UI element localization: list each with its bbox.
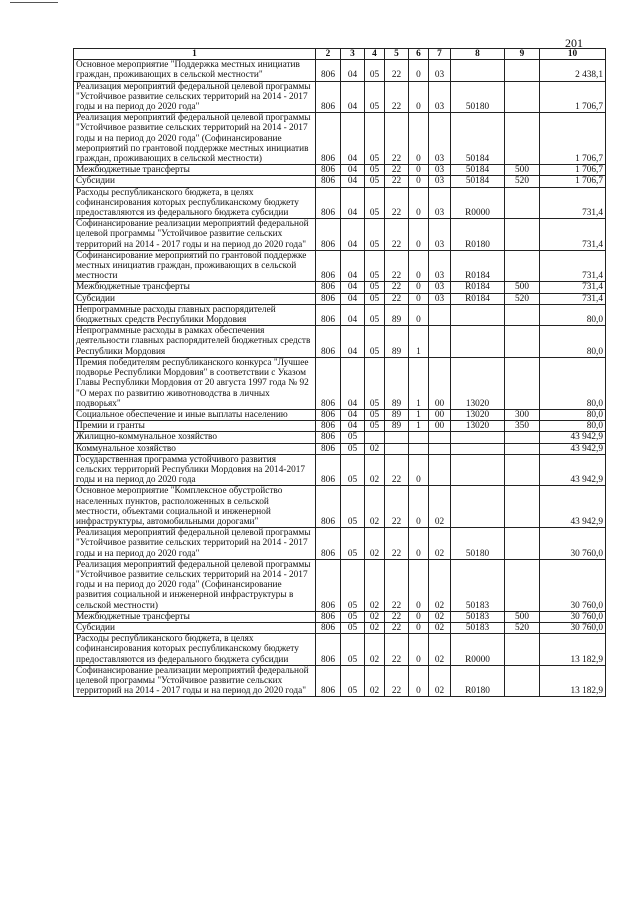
table-row bbox=[74, 250, 606, 282]
amount-cell: 30 760,0 bbox=[540, 622, 606, 633]
code-cell: 0 bbox=[409, 187, 429, 219]
code-cell: 13020 bbox=[451, 357, 505, 409]
table-row bbox=[74, 611, 606, 622]
code-cell: 22 bbox=[385, 634, 409, 666]
code-cell: 22 bbox=[385, 60, 409, 81]
code-cell: 02 bbox=[429, 486, 451, 528]
code-cell: 806 bbox=[316, 326, 341, 358]
code-cell: 520 bbox=[505, 293, 540, 304]
name-cell: Софинансирование реализации мероприятий федеральной целевой программы "Устойчивое развитие сельских территорий на 2014 - 2017 годы и на период до 2020 года" bbox=[74, 665, 316, 697]
code-cell: 50184 bbox=[451, 165, 505, 176]
code-cell bbox=[451, 486, 505, 528]
code-cell: 04 bbox=[341, 282, 365, 293]
name-cell: Софинансирование реализации мероприятий федеральной целевой программы "Устойчивое развитие сельских территорий на 2014 - 2017 годы и на период до 2020 года" bbox=[74, 219, 316, 251]
table-row bbox=[74, 409, 606, 420]
code-cell: 22 bbox=[385, 176, 409, 187]
header-cell-5: 5 bbox=[385, 49, 409, 60]
code-cell: 0 bbox=[409, 60, 429, 81]
code-cell: R0184 bbox=[451, 282, 505, 293]
code-cell: 22 bbox=[385, 81, 409, 113]
code-cell: 806 bbox=[316, 357, 341, 409]
code-cell bbox=[429, 326, 451, 358]
code-cell bbox=[505, 219, 540, 251]
table-row bbox=[74, 60, 606, 81]
amount-cell: 1 706,7 bbox=[540, 81, 606, 113]
code-cell: 05 bbox=[365, 250, 385, 282]
amount-cell: 80,0 bbox=[540, 326, 606, 358]
code-cell: 04 bbox=[341, 293, 365, 304]
table-row bbox=[74, 357, 606, 409]
code-cell: 04 bbox=[341, 60, 365, 81]
code-cell bbox=[451, 454, 505, 486]
code-cell: 0 bbox=[409, 113, 429, 165]
table-row bbox=[74, 559, 606, 611]
code-cell: R0184 bbox=[451, 293, 505, 304]
amount-cell: 1 706,7 bbox=[540, 113, 606, 165]
code-cell: 04 bbox=[341, 165, 365, 176]
code-cell: 05 bbox=[341, 432, 365, 443]
table-row bbox=[74, 165, 606, 176]
code-cell: 520 bbox=[505, 622, 540, 633]
name-cell: Реализация мероприятий федеральной целевой программы "Устойчивое развитие сельских территорий на 2014 - 2017 годы и на период до 2020 года" (Софинансирование развития социальной и инженерной инфраструктуры в сельской местности) bbox=[74, 559, 316, 611]
code-cell: 03 bbox=[429, 219, 451, 251]
code-cell bbox=[429, 304, 451, 325]
code-cell: 22 bbox=[385, 528, 409, 560]
code-cell: 806 bbox=[316, 282, 341, 293]
code-cell: 03 bbox=[429, 250, 451, 282]
code-cell: 1 bbox=[409, 357, 429, 409]
code-cell: 22 bbox=[385, 622, 409, 633]
code-cell: 0 bbox=[409, 282, 429, 293]
code-cell: 806 bbox=[316, 528, 341, 560]
code-cell: 806 bbox=[316, 176, 341, 187]
code-cell: 02 bbox=[365, 559, 385, 611]
code-cell: 22 bbox=[385, 165, 409, 176]
code-cell: 02 bbox=[365, 454, 385, 486]
code-cell: 806 bbox=[316, 559, 341, 611]
code-cell: 05 bbox=[365, 326, 385, 358]
code-cell: 22 bbox=[385, 282, 409, 293]
code-cell: 0 bbox=[409, 219, 429, 251]
header-cell-8: 8 bbox=[451, 49, 505, 60]
header-cell-6: 6 bbox=[409, 49, 429, 60]
amount-cell: 731,4 bbox=[540, 250, 606, 282]
table-row bbox=[74, 454, 606, 486]
code-cell bbox=[505, 60, 540, 81]
name-cell: Субсидии bbox=[74, 176, 316, 187]
code-cell: 0 bbox=[409, 528, 429, 560]
code-cell: 806 bbox=[316, 219, 341, 251]
table-row bbox=[74, 622, 606, 633]
code-cell: R0180 bbox=[451, 665, 505, 697]
code-cell: 50183 bbox=[451, 622, 505, 633]
code-cell: 02 bbox=[429, 559, 451, 611]
code-cell: 22 bbox=[385, 293, 409, 304]
table-row bbox=[74, 443, 606, 454]
code-cell bbox=[451, 432, 505, 443]
code-cell: 03 bbox=[429, 81, 451, 113]
code-cell: 1 bbox=[409, 421, 429, 432]
code-cell: 05 bbox=[365, 293, 385, 304]
code-cell: 03 bbox=[429, 293, 451, 304]
name-cell: Основное мероприятие "Поддержка местных инициатив граждан, проживающих в сельской местности" bbox=[74, 60, 316, 81]
amount-cell: 13 182,9 bbox=[540, 634, 606, 666]
code-cell: 04 bbox=[341, 219, 365, 251]
code-cell bbox=[505, 81, 540, 113]
code-cell: R0000 bbox=[451, 634, 505, 666]
code-cell: 806 bbox=[316, 409, 341, 420]
code-cell: 22 bbox=[385, 113, 409, 165]
code-cell: 05 bbox=[365, 81, 385, 113]
code-cell: 05 bbox=[365, 282, 385, 293]
name-cell: Субсидии bbox=[74, 293, 316, 304]
amount-cell: 731,4 bbox=[540, 187, 606, 219]
code-cell bbox=[505, 634, 540, 666]
name-cell: Государственная программа устойчивого развития сельских территорий Республики Мордовия на 2014-2017 годы и на период до 2020 года bbox=[74, 454, 316, 486]
name-cell: Межбюджетные трансферты bbox=[74, 165, 316, 176]
code-cell: 22 bbox=[385, 486, 409, 528]
code-cell bbox=[505, 528, 540, 560]
code-cell: 806 bbox=[316, 432, 341, 443]
code-cell: 22 bbox=[385, 665, 409, 697]
code-cell: 89 bbox=[385, 304, 409, 325]
code-cell: 02 bbox=[429, 622, 451, 633]
table-row bbox=[74, 282, 606, 293]
code-cell bbox=[505, 304, 540, 325]
code-cell: 0 bbox=[409, 176, 429, 187]
code-cell: 02 bbox=[365, 443, 385, 454]
code-cell: 0 bbox=[409, 81, 429, 113]
code-cell: 03 bbox=[429, 113, 451, 165]
code-cell: 04 bbox=[341, 81, 365, 113]
code-cell: 50184 bbox=[451, 113, 505, 165]
code-cell: 05 bbox=[365, 176, 385, 187]
name-cell: Непрограммные расходы в рамках обеспечения деятельности главных распорядителей бюджетных средств Республики Мордовия bbox=[74, 326, 316, 358]
code-cell bbox=[505, 559, 540, 611]
code-cell: 22 bbox=[385, 454, 409, 486]
code-cell: 22 bbox=[385, 187, 409, 219]
name-cell: Расходы республиканского бюджета, в целях софинансирования которых республиканскому бюджету предоставляются из федерального бюджета субсидии bbox=[74, 634, 316, 666]
code-cell bbox=[505, 443, 540, 454]
table-row bbox=[74, 486, 606, 528]
amount-cell: 1 706,7 bbox=[540, 165, 606, 176]
name-cell: Основное мероприятие "Комплексное обустройство населенных пунктов, расположенных в сельской местности, объектами социальной и инженерной инфраструктуры, автомобильными дорогами" bbox=[74, 486, 316, 528]
code-cell: 00 bbox=[429, 421, 451, 432]
code-cell bbox=[505, 250, 540, 282]
code-cell: 22 bbox=[385, 250, 409, 282]
amount-cell: 43 942,9 bbox=[540, 454, 606, 486]
code-cell: 500 bbox=[505, 611, 540, 622]
code-cell: 05 bbox=[365, 357, 385, 409]
code-cell: 05 bbox=[341, 486, 365, 528]
code-cell: 0 bbox=[409, 454, 429, 486]
table-row bbox=[74, 113, 606, 165]
name-cell: Социальное обеспечение и иные выплаты населению bbox=[74, 409, 316, 420]
code-cell: 22 bbox=[385, 219, 409, 251]
code-cell: 0 bbox=[409, 304, 429, 325]
amount-cell: 1 706,7 bbox=[540, 176, 606, 187]
table-row bbox=[74, 293, 606, 304]
amount-cell: 80,0 bbox=[540, 357, 606, 409]
code-cell: 04 bbox=[341, 113, 365, 165]
code-cell: 02 bbox=[429, 611, 451, 622]
code-cell: 89 bbox=[385, 357, 409, 409]
code-cell: 50184 bbox=[451, 176, 505, 187]
code-cell: R0000 bbox=[451, 187, 505, 219]
table-row bbox=[74, 81, 606, 113]
code-cell: 806 bbox=[316, 622, 341, 633]
code-cell: 806 bbox=[316, 250, 341, 282]
name-cell: Жилищно-коммунальное хозяйство bbox=[74, 432, 316, 443]
code-cell: 02 bbox=[365, 622, 385, 633]
code-cell: 0 bbox=[409, 250, 429, 282]
code-cell: 05 bbox=[341, 634, 365, 666]
budget-table bbox=[73, 48, 606, 697]
code-cell: 00 bbox=[429, 409, 451, 420]
code-cell: 50180 bbox=[451, 528, 505, 560]
name-cell: Софинансирование мероприятий по грантовой поддержке местных инициатив граждан, проживающих в сельской местности bbox=[74, 250, 316, 282]
code-cell bbox=[451, 60, 505, 81]
code-cell: 04 bbox=[341, 304, 365, 325]
scan-mark bbox=[10, 2, 58, 3]
code-cell: 02 bbox=[365, 634, 385, 666]
header-cell-2: 2 bbox=[316, 49, 341, 60]
table-row bbox=[74, 176, 606, 187]
code-cell: 806 bbox=[316, 486, 341, 528]
code-cell: 02 bbox=[365, 665, 385, 697]
code-cell: 806 bbox=[316, 443, 341, 454]
code-cell: 806 bbox=[316, 611, 341, 622]
code-cell: 0 bbox=[409, 165, 429, 176]
code-cell: R0184 bbox=[451, 250, 505, 282]
code-cell bbox=[505, 357, 540, 409]
code-cell: 50183 bbox=[451, 559, 505, 611]
header-cell-3: 3 bbox=[341, 49, 365, 60]
code-cell: 806 bbox=[316, 187, 341, 219]
table-row bbox=[74, 187, 606, 219]
table-body bbox=[74, 60, 606, 697]
code-cell bbox=[409, 432, 429, 443]
code-cell: 806 bbox=[316, 634, 341, 666]
code-cell: 04 bbox=[341, 421, 365, 432]
table-row bbox=[74, 634, 606, 666]
name-cell: Премии и гранты bbox=[74, 421, 316, 432]
table-row bbox=[74, 665, 606, 697]
code-cell: 22 bbox=[385, 611, 409, 622]
table-row bbox=[74, 326, 606, 358]
header-cell-4: 4 bbox=[365, 49, 385, 60]
amount-cell: 731,4 bbox=[540, 219, 606, 251]
code-cell bbox=[505, 665, 540, 697]
code-cell: 04 bbox=[341, 187, 365, 219]
code-cell: 0 bbox=[409, 665, 429, 697]
code-cell: 300 bbox=[505, 409, 540, 420]
amount-cell: 80,0 bbox=[540, 409, 606, 420]
code-cell: 1 bbox=[409, 326, 429, 358]
amount-cell: 30 760,0 bbox=[540, 559, 606, 611]
name-cell: Расходы республиканского бюджета, в целях софинансирования которых республиканскому бюджету предоставляются из федерального бюджета субсидии bbox=[74, 187, 316, 219]
table-header-row bbox=[74, 49, 606, 60]
code-cell: 04 bbox=[341, 357, 365, 409]
code-cell: 89 bbox=[385, 409, 409, 420]
code-cell: 04 bbox=[341, 176, 365, 187]
code-cell bbox=[505, 326, 540, 358]
name-cell: Непрограммные расходы главных распорядителей бюджетных средств Республики Мордовия bbox=[74, 304, 316, 325]
code-cell: 350 bbox=[505, 421, 540, 432]
page-number: 201 bbox=[565, 36, 583, 50]
code-cell: 05 bbox=[341, 443, 365, 454]
code-cell: 0 bbox=[409, 611, 429, 622]
amount-cell: 80,0 bbox=[540, 304, 606, 325]
code-cell: 05 bbox=[365, 219, 385, 251]
code-cell bbox=[451, 443, 505, 454]
code-cell: R0180 bbox=[451, 219, 505, 251]
code-cell: 05 bbox=[365, 113, 385, 165]
amount-cell: 731,4 bbox=[540, 293, 606, 304]
code-cell bbox=[365, 432, 385, 443]
code-cell: 02 bbox=[429, 528, 451, 560]
code-cell: 02 bbox=[365, 611, 385, 622]
table-row bbox=[74, 528, 606, 560]
code-cell: 03 bbox=[429, 165, 451, 176]
code-cell bbox=[505, 486, 540, 528]
table-row bbox=[74, 421, 606, 432]
code-cell: 02 bbox=[429, 634, 451, 666]
code-cell bbox=[505, 187, 540, 219]
code-cell: 0 bbox=[409, 486, 429, 528]
code-cell: 05 bbox=[341, 559, 365, 611]
code-cell: 1 bbox=[409, 409, 429, 420]
code-cell: 04 bbox=[341, 409, 365, 420]
amount-cell: 30 760,0 bbox=[540, 528, 606, 560]
code-cell: 89 bbox=[385, 326, 409, 358]
code-cell: 02 bbox=[365, 486, 385, 528]
code-cell: 50180 bbox=[451, 81, 505, 113]
code-cell: 02 bbox=[429, 665, 451, 697]
name-cell: Реализация мероприятий федеральной целевой программы "Устойчивое развитие сельских территорий на 2014 - 2017 годы и на период до 2020 года" bbox=[74, 528, 316, 560]
code-cell: 806 bbox=[316, 60, 341, 81]
amount-cell: 80,0 bbox=[540, 421, 606, 432]
code-cell: 89 bbox=[385, 421, 409, 432]
code-cell bbox=[429, 443, 451, 454]
amount-cell: 13 182,9 bbox=[540, 665, 606, 697]
code-cell: 520 bbox=[505, 176, 540, 187]
name-cell: Премия победителям республиканского конкурса "Лучшее подворье Республики Мордовия" в соответствии с Указом Главы Республики Мордовия от 20 августа 1997 года № 92 "О мерах по развитию животноводства в личных подворьях" bbox=[74, 357, 316, 409]
code-cell: 806 bbox=[316, 304, 341, 325]
name-cell: Межбюджетные трансферты bbox=[74, 611, 316, 622]
code-cell: 05 bbox=[341, 454, 365, 486]
header-cell-9: 9 bbox=[505, 49, 540, 60]
code-cell: 04 bbox=[341, 250, 365, 282]
header-cell-7: 7 bbox=[429, 49, 451, 60]
code-cell: 806 bbox=[316, 454, 341, 486]
code-cell: 22 bbox=[385, 559, 409, 611]
code-cell: 806 bbox=[316, 113, 341, 165]
code-cell: 806 bbox=[316, 665, 341, 697]
code-cell bbox=[505, 113, 540, 165]
code-cell: 02 bbox=[365, 528, 385, 560]
code-cell: 03 bbox=[429, 187, 451, 219]
code-cell: 0 bbox=[409, 293, 429, 304]
header-cell-1: 1 bbox=[74, 49, 316, 60]
code-cell: 806 bbox=[316, 165, 341, 176]
code-cell: 05 bbox=[341, 665, 365, 697]
table-row bbox=[74, 304, 606, 325]
code-cell: 04 bbox=[341, 326, 365, 358]
code-cell bbox=[429, 432, 451, 443]
code-cell: 806 bbox=[316, 293, 341, 304]
code-cell: 05 bbox=[365, 409, 385, 420]
code-cell: 05 bbox=[365, 187, 385, 219]
code-cell: 500 bbox=[505, 165, 540, 176]
amount-cell: 43 942,9 bbox=[540, 486, 606, 528]
code-cell: 50183 bbox=[451, 611, 505, 622]
code-cell: 00 bbox=[429, 357, 451, 409]
code-cell: 05 bbox=[365, 60, 385, 81]
code-cell: 03 bbox=[429, 176, 451, 187]
name-cell: Коммунальное хозяйство bbox=[74, 443, 316, 454]
amount-cell: 43 942,9 bbox=[540, 432, 606, 443]
code-cell bbox=[385, 432, 409, 443]
code-cell: 05 bbox=[365, 165, 385, 176]
code-cell: 806 bbox=[316, 81, 341, 113]
code-cell: 13020 bbox=[451, 409, 505, 420]
table-row bbox=[74, 432, 606, 443]
code-cell: 806 bbox=[316, 421, 341, 432]
code-cell bbox=[505, 454, 540, 486]
code-cell: 05 bbox=[341, 622, 365, 633]
code-cell bbox=[505, 432, 540, 443]
code-cell: 0 bbox=[409, 559, 429, 611]
code-cell bbox=[385, 443, 409, 454]
code-cell bbox=[409, 443, 429, 454]
code-cell: 03 bbox=[429, 60, 451, 81]
name-cell: Субсидии bbox=[74, 622, 316, 633]
code-cell: 500 bbox=[505, 282, 540, 293]
amount-cell: 43 942,9 bbox=[540, 443, 606, 454]
amount-cell: 30 760,0 bbox=[540, 611, 606, 622]
name-cell: Реализация мероприятий федеральной целевой программы "Устойчивое развитие сельских территорий на 2014 - 2017 годы и на период до 2020 года" (Софинансирование мероприятий по грантовой поддержке местных инициатив граждан, проживающих в сельской местности) bbox=[74, 113, 316, 165]
code-cell: 13020 bbox=[451, 421, 505, 432]
code-cell bbox=[429, 454, 451, 486]
header-cell-10: 10 bbox=[540, 49, 606, 60]
code-cell: 05 bbox=[365, 304, 385, 325]
code-cell: 05 bbox=[365, 421, 385, 432]
code-cell bbox=[451, 326, 505, 358]
code-cell: 0 bbox=[409, 634, 429, 666]
name-cell: Реализация мероприятий федеральной целевой программы "Устойчивое развитие сельских территорий на 2014 - 2017 годы и на период до 2020 года" bbox=[74, 81, 316, 113]
code-cell: 05 bbox=[341, 611, 365, 622]
amount-cell: 731,4 bbox=[540, 282, 606, 293]
code-cell bbox=[451, 304, 505, 325]
code-cell: 0 bbox=[409, 622, 429, 633]
amount-cell: 2 438,1 bbox=[540, 60, 606, 81]
code-cell: 05 bbox=[341, 528, 365, 560]
code-cell: 03 bbox=[429, 282, 451, 293]
table-row bbox=[74, 219, 606, 251]
name-cell: Межбюджетные трансферты bbox=[74, 282, 316, 293]
